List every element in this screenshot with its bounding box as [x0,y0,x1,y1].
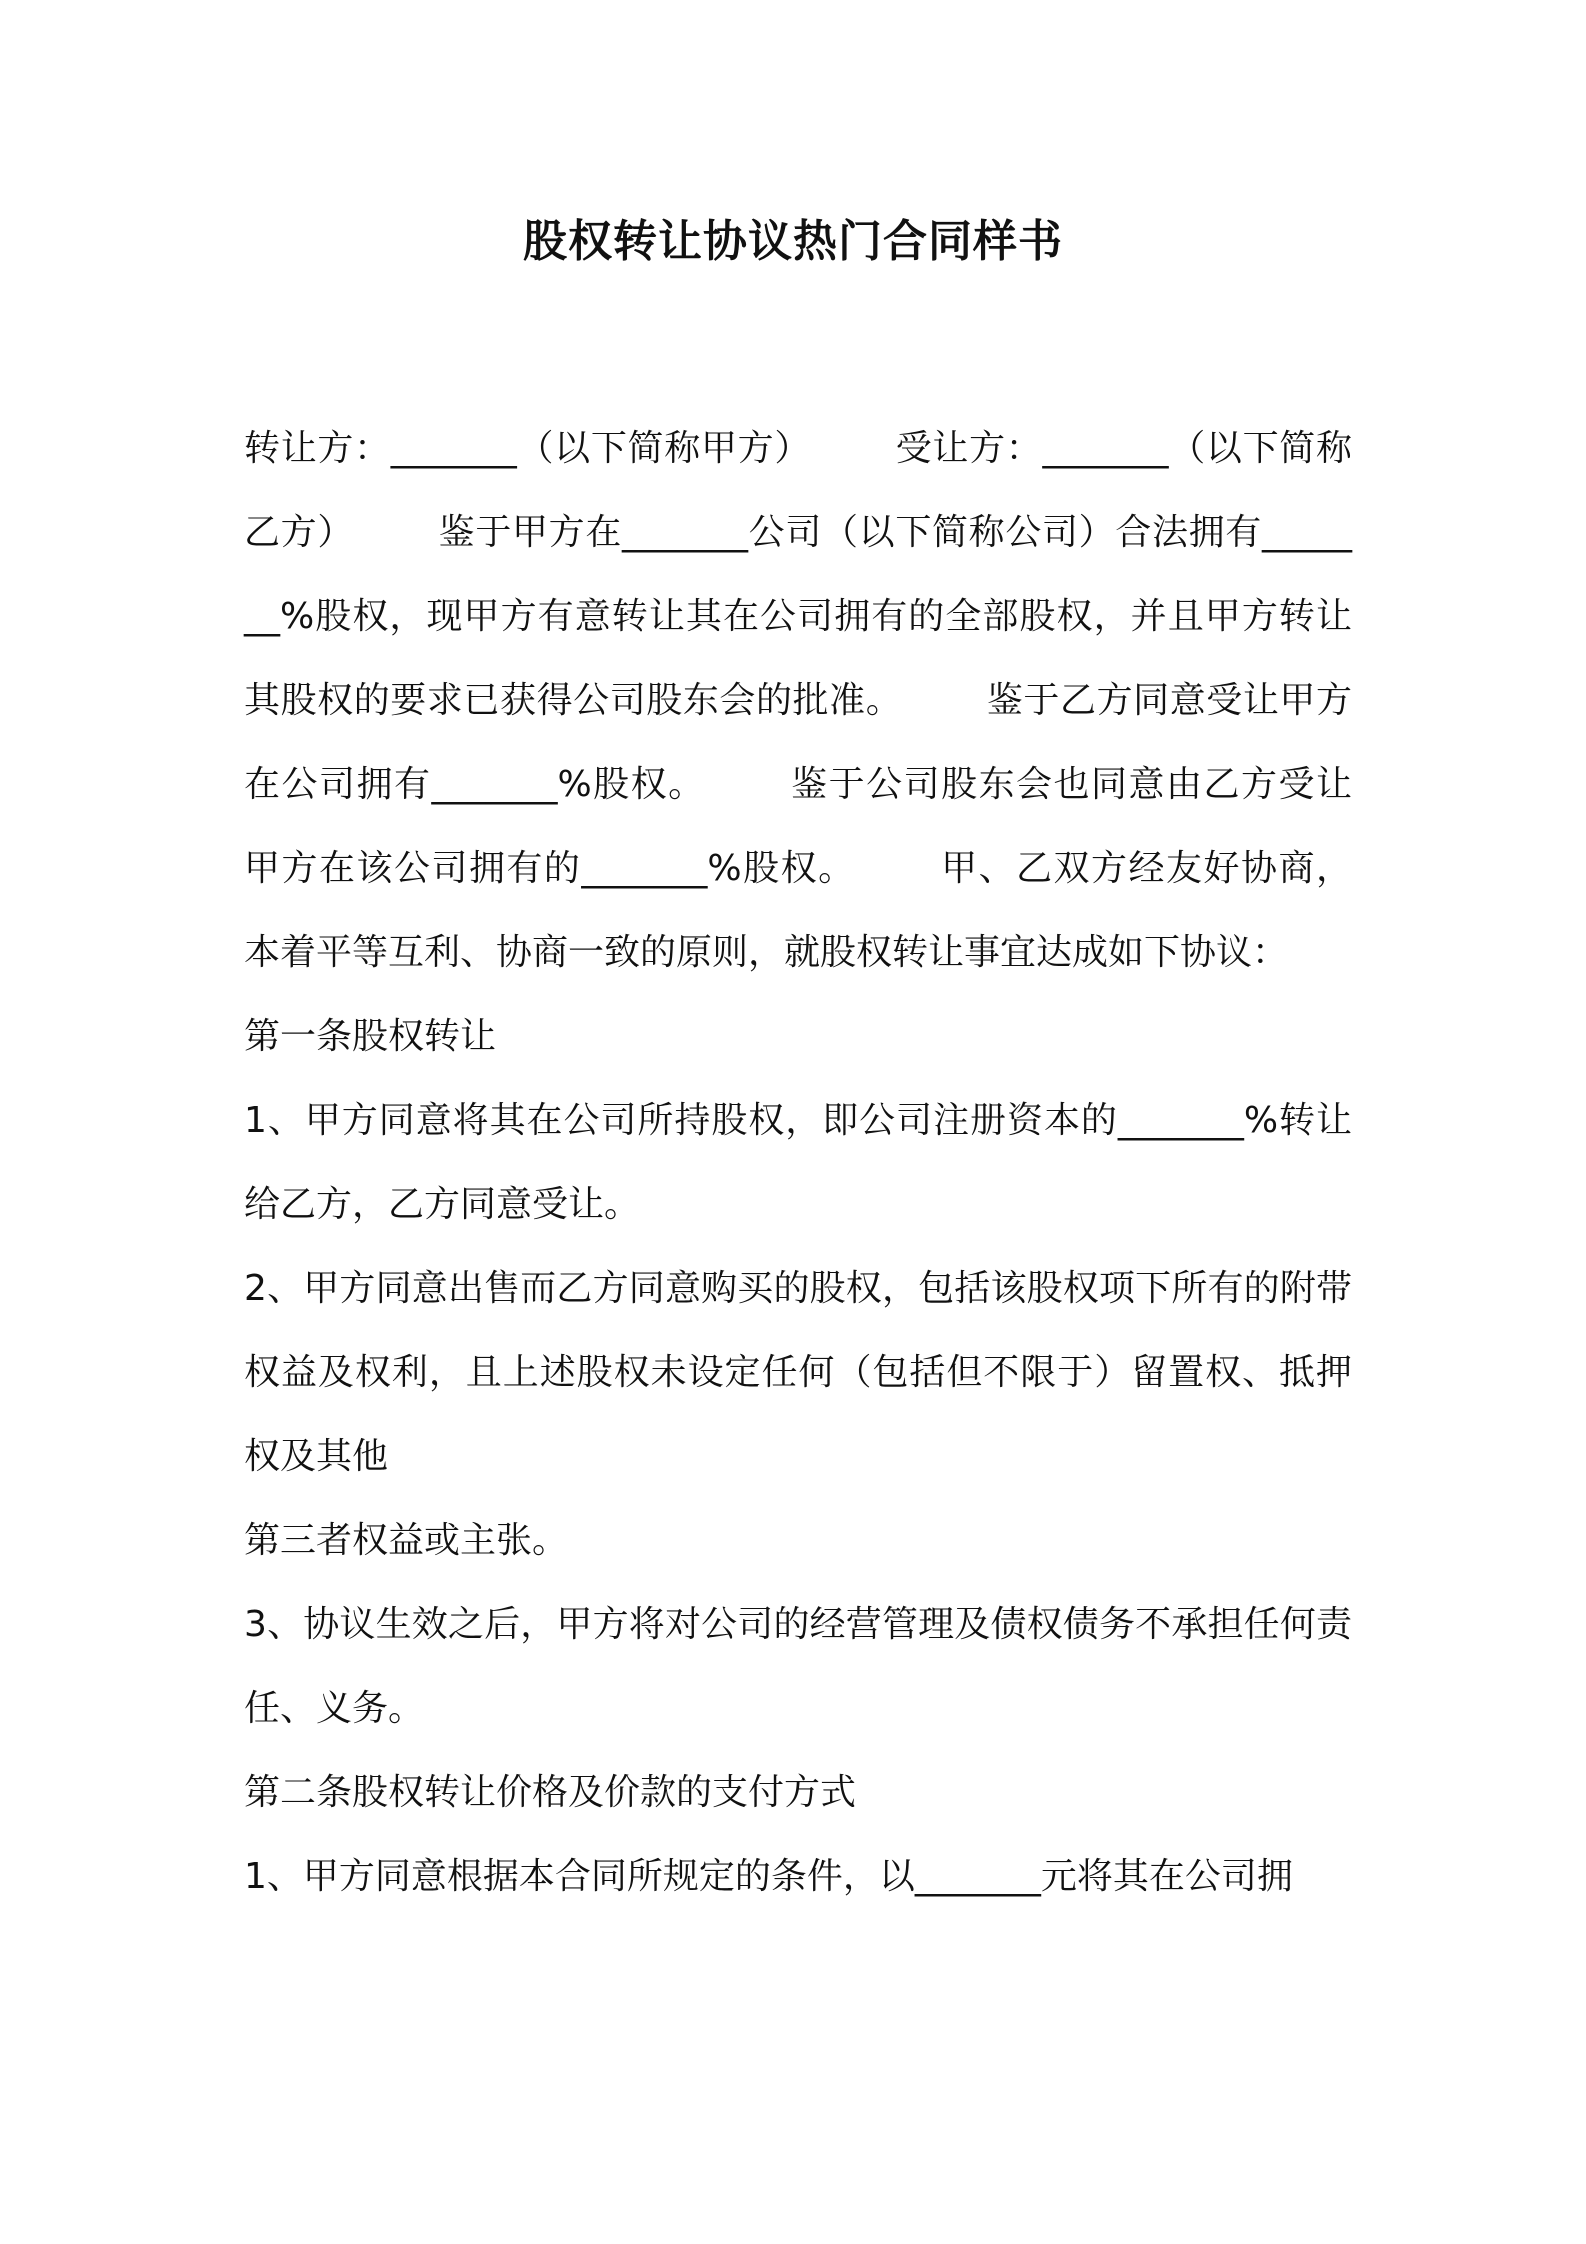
intro-paragraph [244,407,1352,995]
article-1-item-3: 3、协议生效之后，甲方将对公司的经营管理及债权债务不承担任何责任、义务。 [244,1604,1352,1729]
transferor-clause: 转让方：_______（以下简称甲方） [244,428,812,469]
article-1-item-2-continued: 第三者权益或主张。 [244,1520,569,1561]
article-2-heading: 第二条股权转让价格及价款的支付方式 [244,1772,857,1813]
article-2-item-1: 1、甲方同意根据本合同所规定的条件，以_______元将其在公司拥 [244,1856,1293,1897]
transferee-clause: 受让方：_______（以下简称乙方） [244,428,1352,553]
agreement-preamble: 甲、乙双方经友好协商，本着平等互利、协商一致的原则，就股权转让事宜达成如下协议： [244,848,1352,973]
document-body [244,407,1352,1919]
whereas-clause-3: 鉴于公司股东会也同意由乙方受让甲方在该公司拥有的_______%股权。 [244,764,1352,889]
whereas-clause-2: 鉴于乙方同意受让甲方在公司拥有_______%股权。 [244,680,1352,805]
article-1-item-1: 1、甲方同意将其在公司所持股权，即公司注册资本的_______%转让给乙方，乙方同意受让。 [244,1100,1352,1225]
article-1-item-2: 2、甲方同意出售而乙方同意购买的股权，包括该股权项下所有的附带权益及权利，且上述股权未设定任何（包括但不限于）留置权、抵押权及其他 [244,1268,1352,1477]
document-title: 股权转让协议热门合同样书 [523,216,1063,267]
article-1-heading: 第一条股权转让 [244,1016,497,1057]
whereas-clause-1: 鉴于甲方在_______公司（以下简称公司）合法拥有_______%股权，现甲方有意转让其在公司拥有的全部股权，并且甲方转让其股权的要求已获得公司股东会的批准。 [244,512,1352,721]
